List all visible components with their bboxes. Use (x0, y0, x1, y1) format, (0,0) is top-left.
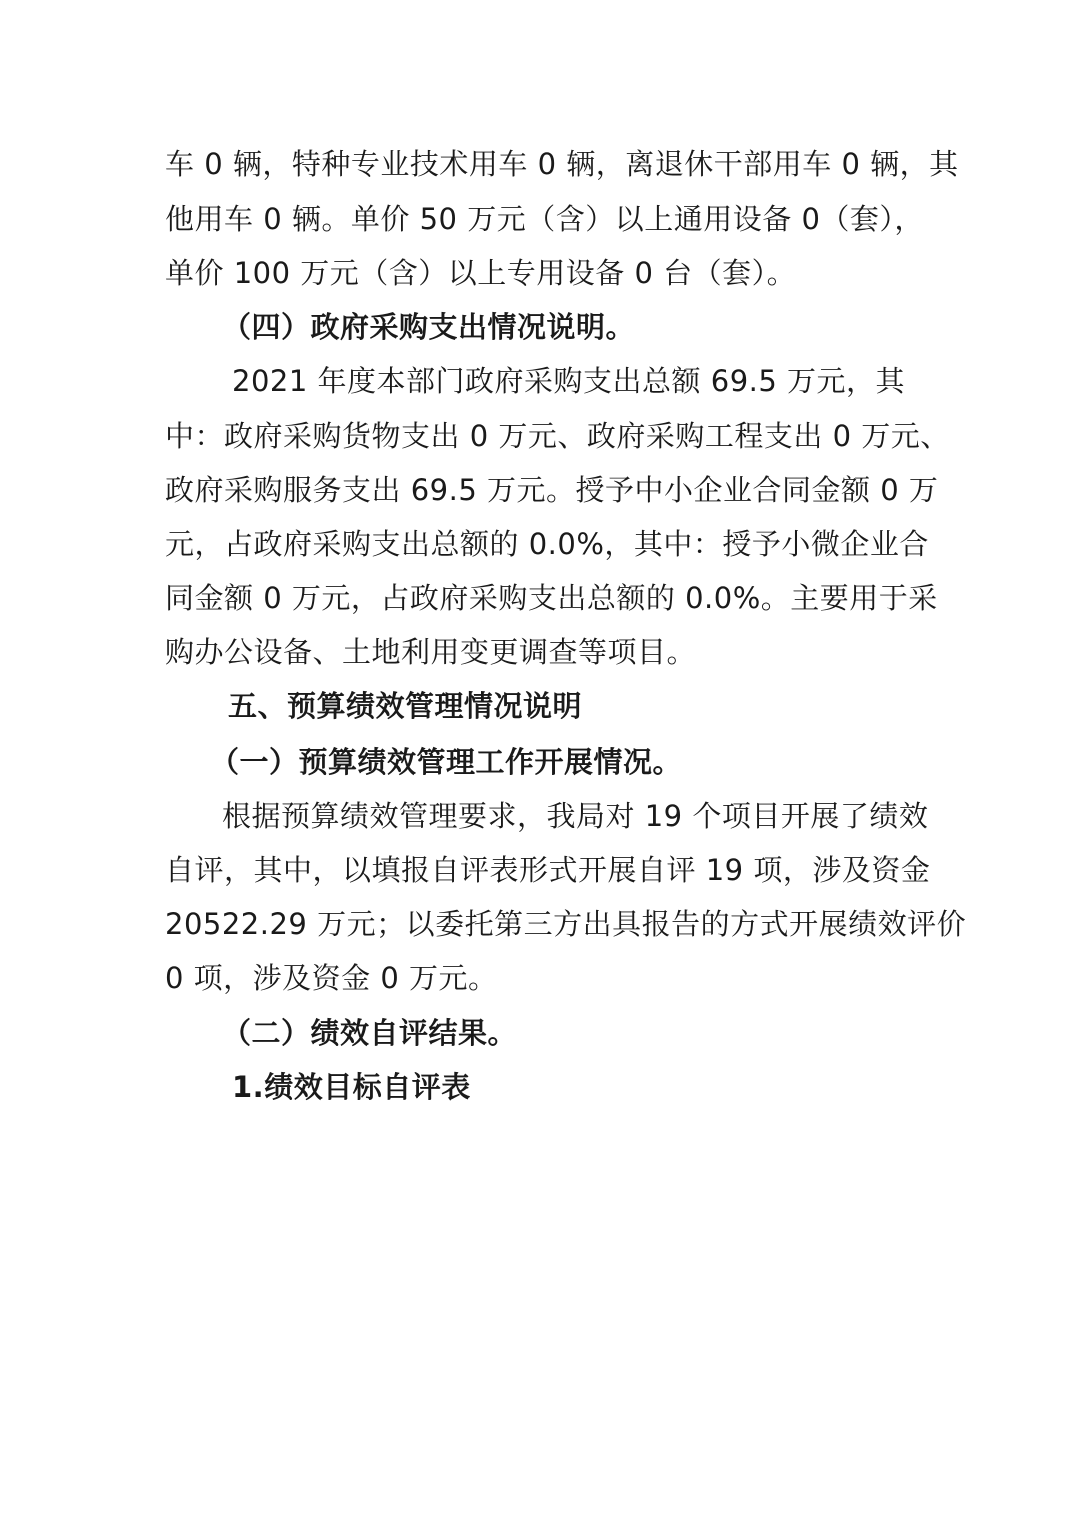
paragraph-line: 2021 年度本部门政府采购支出总额 69.5 万元，其 (232, 364, 906, 398)
paragraph-line: 中：政府采购货物支出 0 万元、政府采购工程支出 0 万元、 (165, 419, 950, 453)
subsection-heading: 1.绩效目标自评表 (232, 1070, 471, 1104)
paragraph-line: 自评，其中，以填报自评表形式开展自评 19 项，涉及资金 (165, 853, 931, 887)
paragraph-line: 0 项，涉及资金 0 万元。 (165, 961, 498, 995)
paragraph-line: 政府采购服务支出 69.5 万元。授予中小企业合同金额 0 万 (165, 473, 939, 507)
paragraph-line: 车 0 辆，特种专业技术用车 0 辆，离退休干部用车 0 辆，其 (165, 147, 959, 181)
section-heading: （四）政府采购支出情况说明。 (222, 310, 636, 344)
paragraph-line: 他用车 0 辆。单价 50 万元（含）以上通用设备 0（套）， (165, 202, 924, 236)
section-heading: （二）绩效自评结果。 (222, 1016, 518, 1050)
chapter-heading: 五、预算绩效管理情况说明 (228, 689, 583, 723)
paragraph-line: 根据预算绩效管理要求，我局对 19 个项目开展了绩效 (222, 799, 929, 833)
paragraph-line: 购办公设备、土地利用变更调查等项目。 (165, 635, 697, 669)
section-heading: （一）预算绩效管理工作开展情况。 (210, 745, 683, 779)
paragraph-line: 单价 100 万元（含）以上专用设备 0 台（套）。 (165, 256, 797, 290)
paragraph-line: 20522.29 万元；以委托第三方出具报告的方式开展绩效评价 (165, 907, 967, 941)
paragraph-line: 元，占政府采购支出总额的 0.0%，其中：授予小微企业合 (165, 527, 929, 561)
paragraph-line: 同金额 0 万元，占政府采购支出总额的 0.0%。主要用于采 (165, 581, 938, 615)
